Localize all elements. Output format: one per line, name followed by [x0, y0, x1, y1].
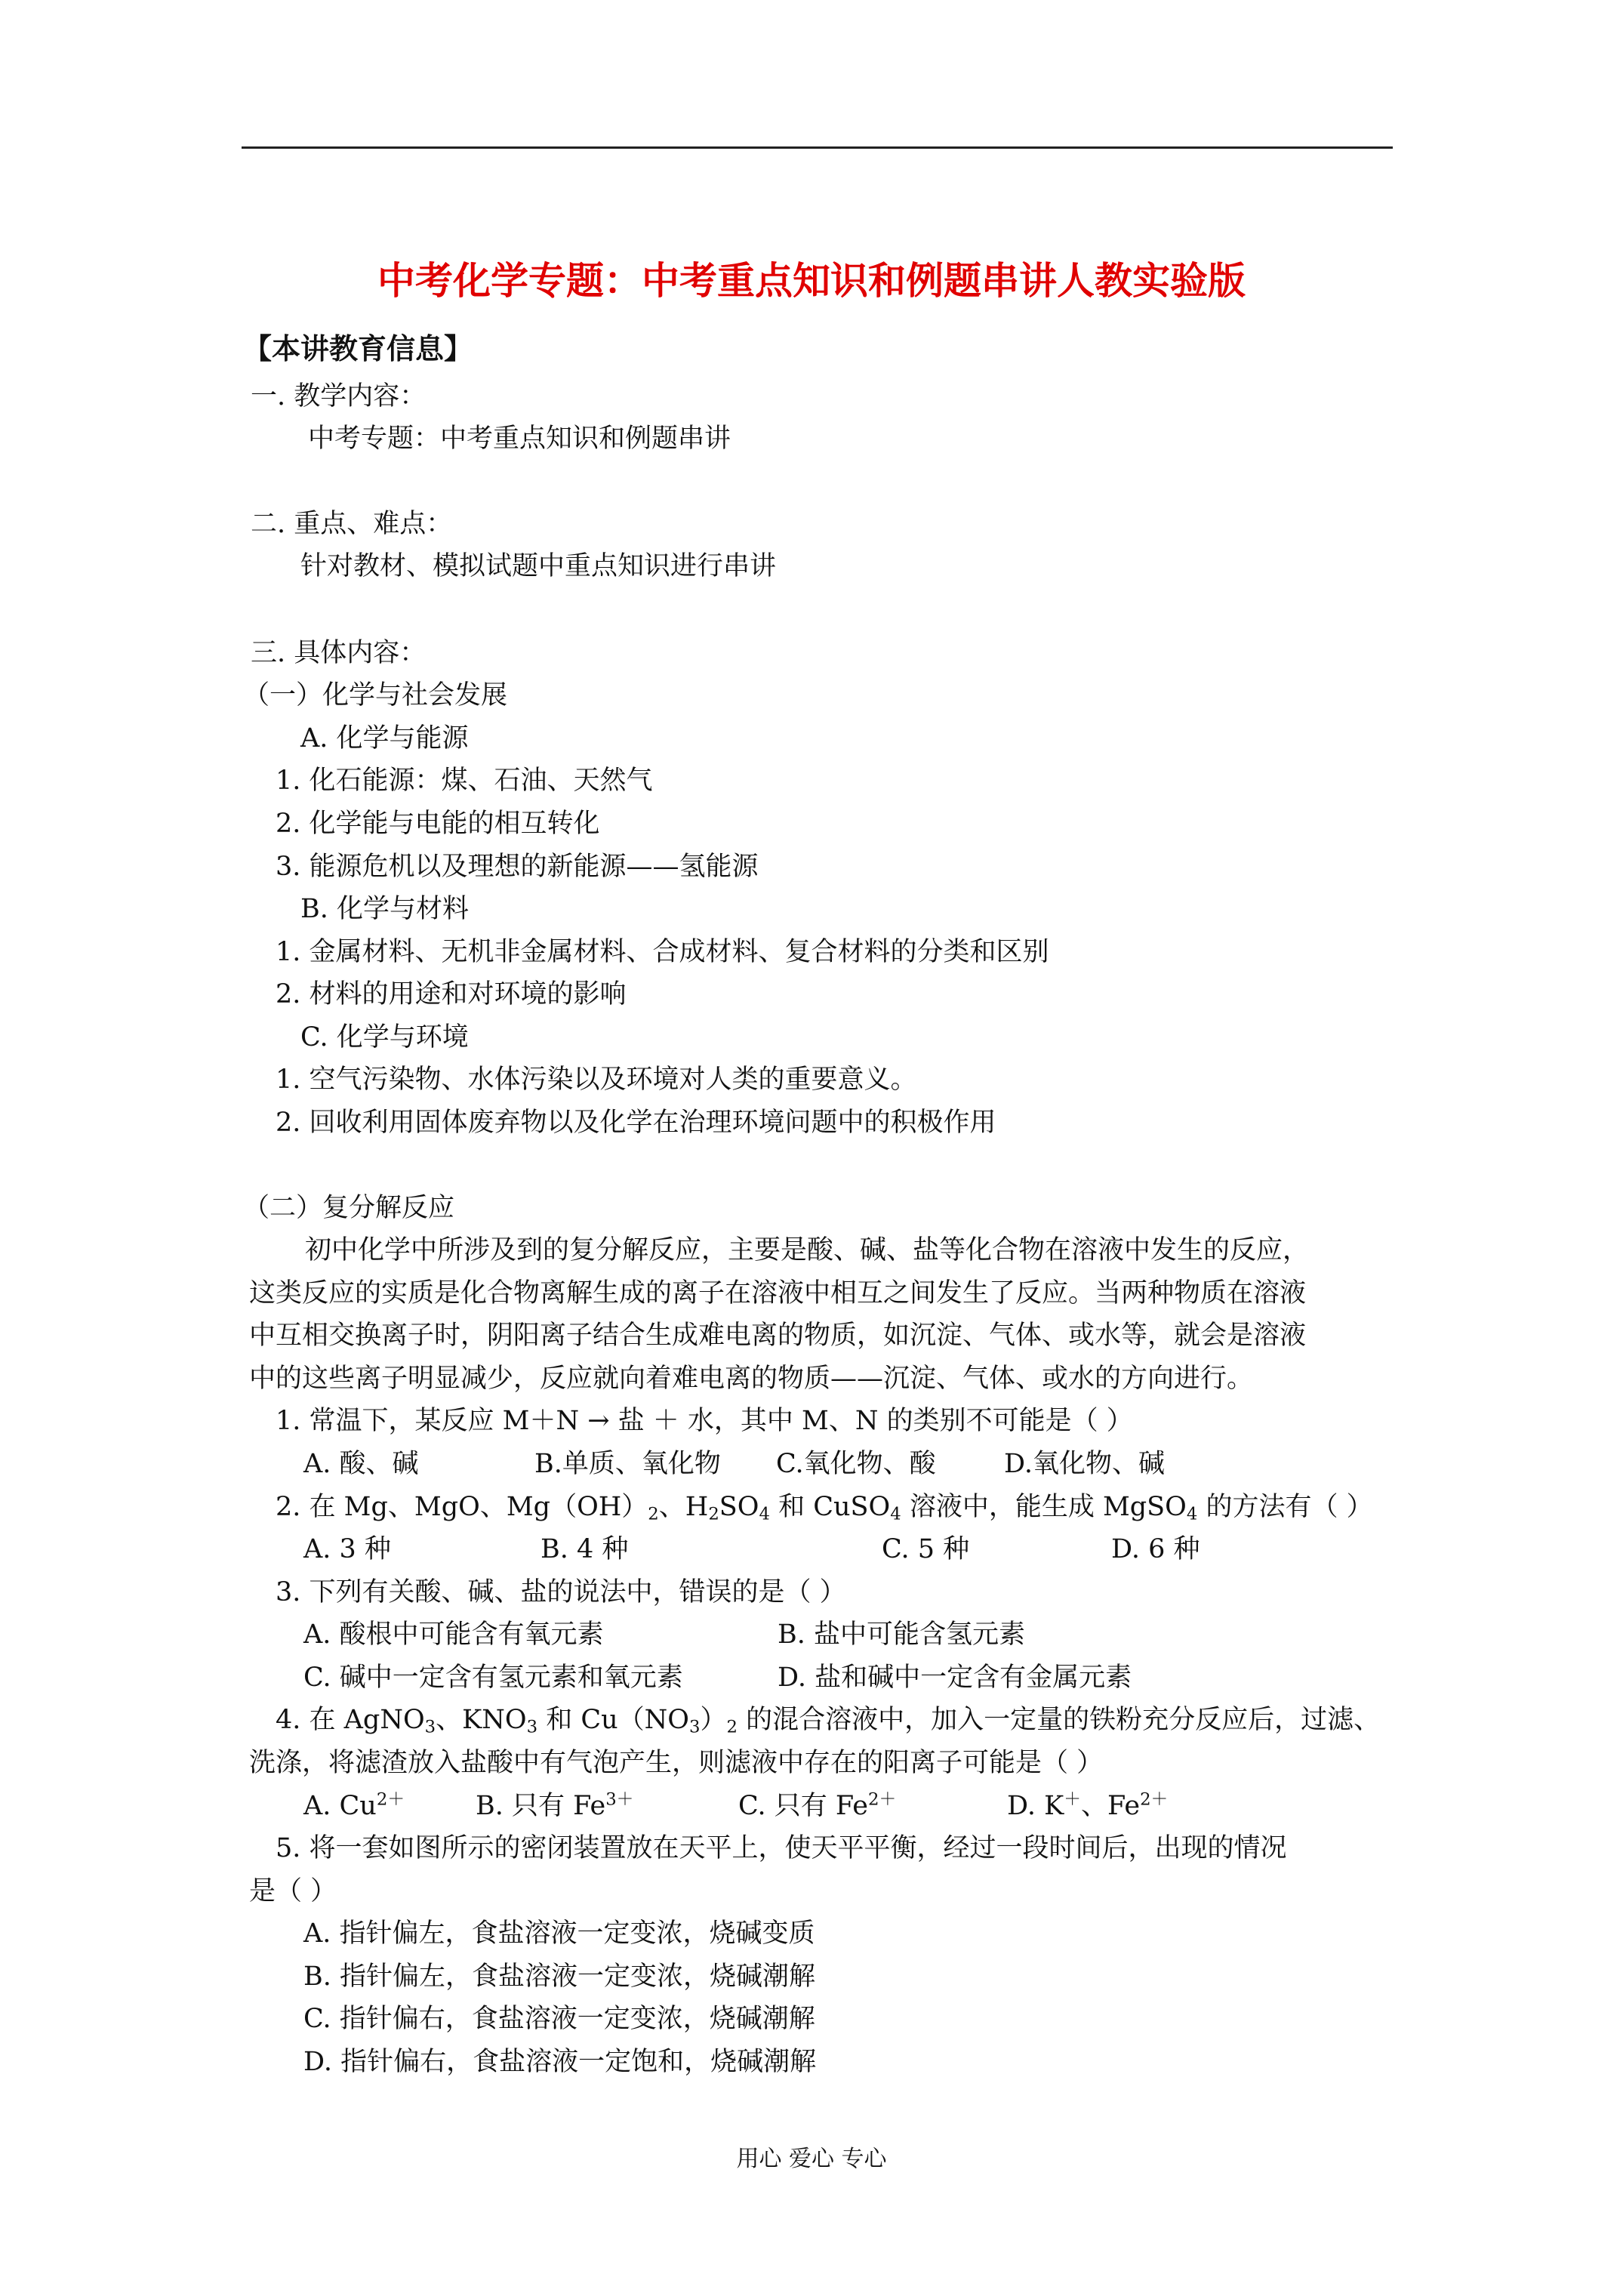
q5-option-c: C. 指针偏右，食盐溶液一定变浓，烧碱潮解	[303, 2004, 815, 2034]
q3-option-c: C. 碱中一定含有氢元素和氧元素	[303, 1663, 683, 1693]
q3-option-a: A. 酸根中可能含有氧元素	[303, 1620, 604, 1650]
q1-option-b: B.单质、氧化物	[534, 1449, 721, 1479]
para-line: 中的这些离子明显减少，反应就向着难电离的物质——沉淀、气体、或水的方向进行。	[249, 1364, 1254, 1394]
q2-option-b: B. 4 种	[540, 1534, 629, 1564]
header-rule	[242, 146, 1393, 149]
q2-stem: 2. 在 Mg、MgO、$Mg(OH)_2$、$H_2SO_4$ 和 CuSO$_4$ 溶液中，能生成 MgSO$_4$ 的方法有（ ）	[276, 1492, 1373, 1524]
q3-stem: 3. 下列有关酸、碱、盐的说法中，错误的是（ ）	[276, 1577, 846, 1607]
list-item: 3. 能源危机以及理想的新能源——氢能源	[276, 852, 759, 882]
q1-option-d: D.氧化物、碱	[1004, 1449, 1165, 1479]
page-footer: 用心 爱心 专心	[736, 2146, 887, 2172]
q4-stem-line2: 洗涤，将滤渣放入盐酸中有气泡产生，则滤液中存在的阳离子可能是（ ）	[249, 1748, 1104, 1778]
info-header: 【本讲教育信息】	[243, 331, 473, 365]
sub-a-label: A. 化学与能源	[300, 723, 469, 754]
sec3-heading: 三. 具体内容：	[251, 638, 427, 668]
q4-stem: 4. 在 AgNO$_3$、$KNO_3$ 和 $Cu(NO_3)_2$ 的混合溶液中，加入一定量的铁粉充分反应后，过滤、	[276, 1705, 1381, 1737]
sub-b-label: B. 化学与材料	[300, 894, 469, 924]
list-item: 1. 空气污染物、水体污染以及环境对人类的重要意义。	[276, 1065, 917, 1095]
q4-option-b: B. 只有 $Fe^{3+}$	[476, 1789, 634, 1821]
q4-option-d: D. K＋、$Fe^{2+}$	[1007, 1789, 1169, 1821]
list-item: 2. 回收利用固体废弃物以及化学在治理环境问题中的积极作用	[276, 1108, 996, 1138]
para-line: 这类反应的实质是化合物离解生成的离子在溶液中相互之间发生了反应。当两种物质在溶液	[249, 1278, 1307, 1308]
list-item: 1. 化石能源：煤、石油、天然气	[276, 766, 653, 796]
page-title: 中考化学专题：中考重点知识和例题串讲人教实验版	[377, 258, 1246, 303]
q1-option-c: C.氧化物、酸	[776, 1449, 936, 1479]
q5-option-d: D. 指针偏右，食盐溶液一定饱和，烧碱潮解	[303, 2047, 817, 2077]
sec1-body: 中考专题：中考重点知识和例题串讲	[308, 424, 731, 454]
q4-option-c: C. 只有 $Fe^{2+}$	[738, 1789, 897, 1821]
q1-option-a: A. 酸、碱	[303, 1449, 419, 1479]
q3-option-b: B. 盐中可能含氢元素	[778, 1620, 1025, 1650]
sec2-body: 针对教材、模拟试题中重点知识进行串讲	[300, 551, 777, 581]
list-item: 2. 化学能与电能的相互转化	[276, 809, 600, 839]
sec2-heading: 二. 重点、难点：	[251, 509, 453, 539]
q2-option-d: D. 6 种	[1111, 1534, 1200, 1564]
part1-heading: （一）化学与社会发展	[243, 680, 508, 710]
q5-option-b: B. 指针偏左，食盐溶液一定变浓，烧碱潮解	[303, 1962, 815, 1992]
sub-c-label: C. 化学与环境	[300, 1022, 469, 1052]
part2-heading: （二）复分解反应	[243, 1193, 455, 1223]
list-item: 2. 材料的用途和对环境的影响	[276, 979, 627, 1009]
list-item: 1. 金属材料、无机非金属材料、合成材料、复合材料的分类和区别	[276, 937, 1049, 967]
q5-stem: 5. 将一套如图所示的密闭装置放在天平上，使天平平衡，经过一段时间后，出现的情况	[276, 1833, 1287, 1863]
q4-option-a: A. $Cu^{2+}$	[303, 1789, 405, 1821]
sec1-heading: 一. 教学内容：	[251, 381, 427, 411]
para-line: 中互相交换离子时，阴阳离子结合生成难电离的物质，如沉淀、气体、或水等，就会是溶液	[249, 1321, 1307, 1351]
q2-option-a: A. 3 种	[303, 1534, 391, 1564]
q1-stem: 1. 常温下，某反应 M＋N → 盐 ＋ 水，其中 M、N 的类别不可能是（ ）	[276, 1406, 1133, 1436]
q2-option-c: C. 5 种	[882, 1534, 970, 1564]
para-line: 初中化学中所涉及到的复分解反应，主要是酸、碱、盐等化合物在溶液中发生的反应，	[305, 1235, 1310, 1265]
q5-stem-line2: 是（ ）	[249, 1876, 337, 1906]
q3-option-d: D. 盐和碱中一定含有金属元素	[778, 1663, 1132, 1693]
q5-option-a: A. 指针偏左，食盐溶液一定变浓，烧碱变质	[303, 1918, 815, 1949]
